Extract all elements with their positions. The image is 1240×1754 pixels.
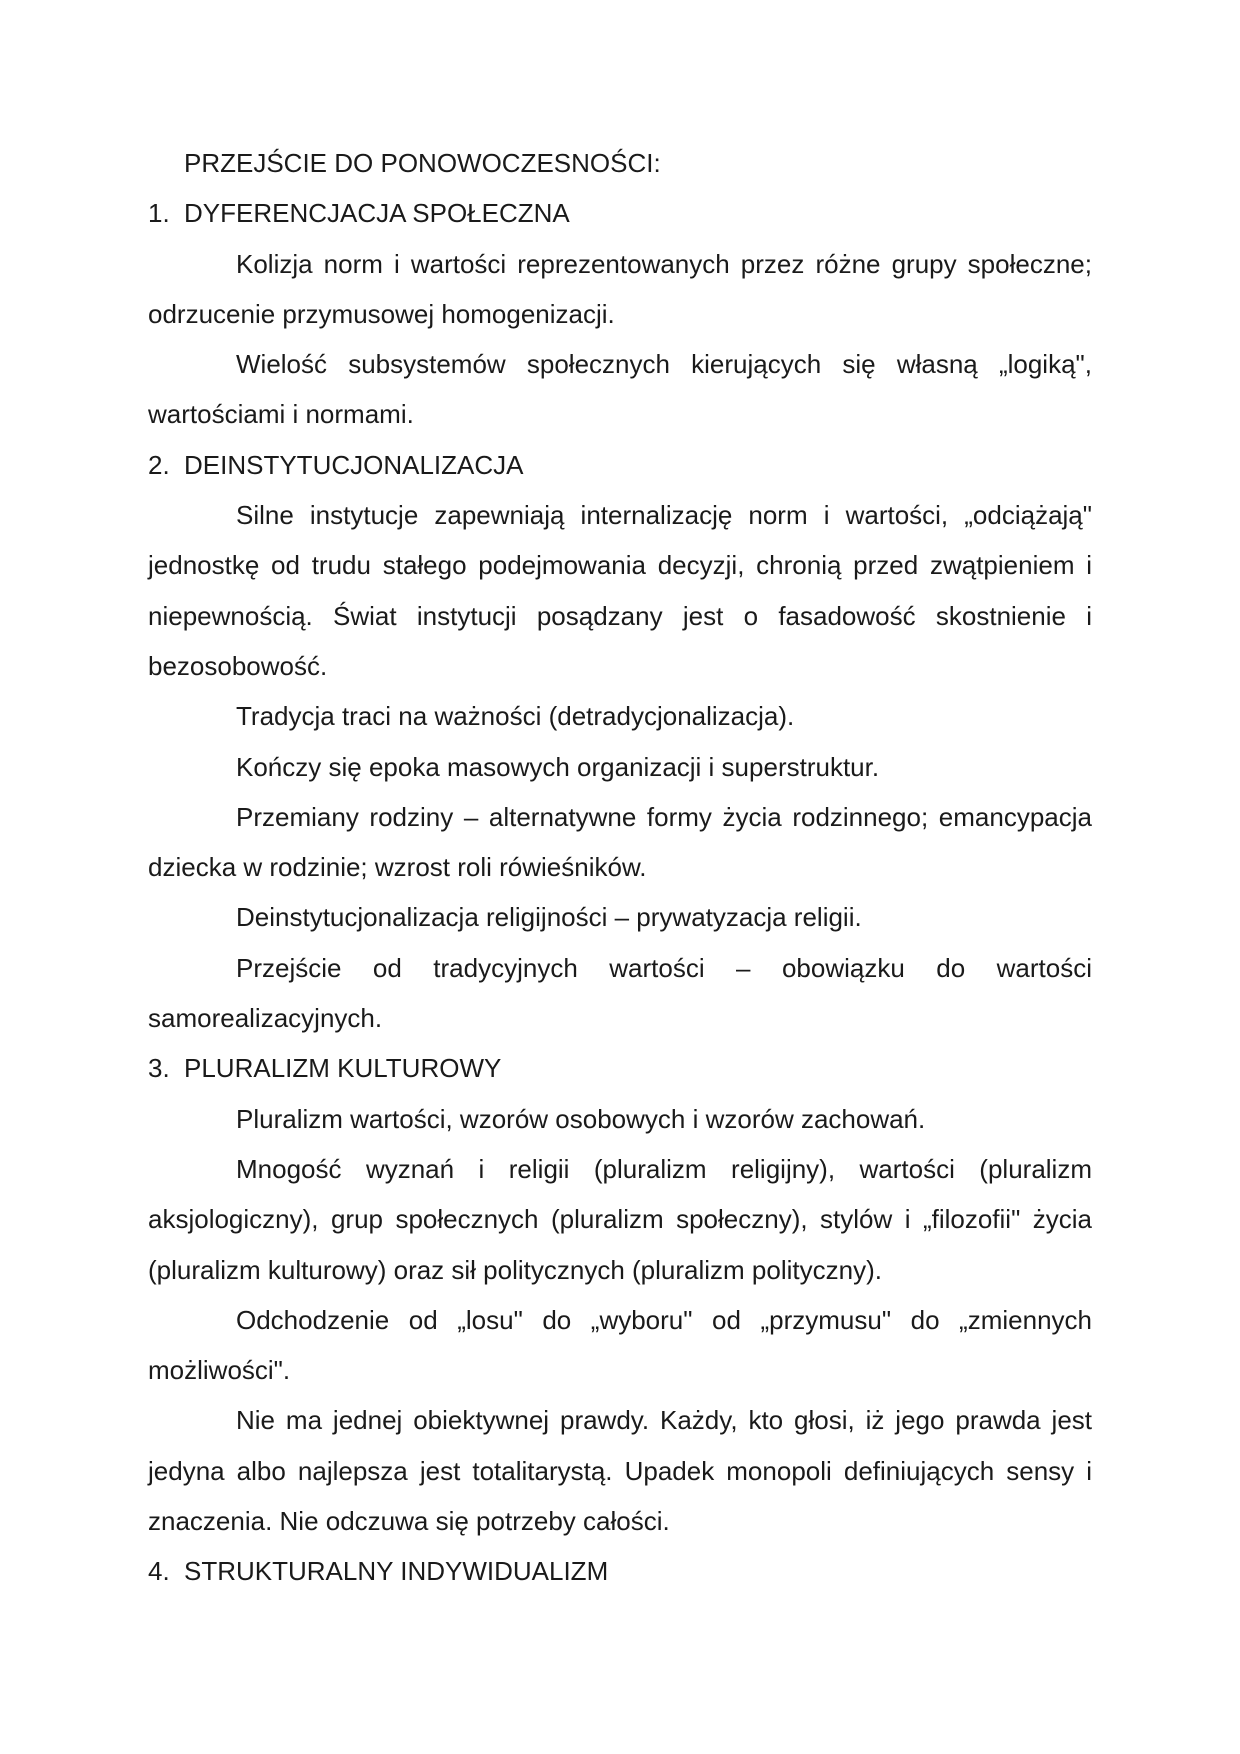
- document-title: PRZEJŚCIE DO PONOWOCZESNOŚCI:: [184, 148, 661, 178]
- paragraph: Pluralizm wartości, wzorów osobowych i wzorów zachowań.: [236, 1103, 926, 1134]
- section-number: 4.: [148, 1556, 170, 1587]
- document-page: [148, 138, 1092, 1597]
- section-heading-text: PLURALIZM KULTUROWY: [184, 1053, 502, 1084]
- section-heading-text: DYFERENCJACJA SPOŁECZNA: [184, 198, 570, 229]
- section-4: [148, 1546, 1092, 1596]
- section-number: 3.: [148, 1053, 170, 1084]
- section-3: [148, 1043, 1092, 1546]
- paragraph: Kolizja norm i wartości reprezentowanych przez różne grupy społeczne; odrzucenie przymusowej homogenizacji.: [148, 248, 1092, 329]
- section-2: [148, 440, 1092, 1044]
- paragraph: Deinstytucjonalizacja religijności – prywatyzacja religii.: [236, 902, 862, 933]
- section-heading-text: DEINSTYTUCJONALIZACJA: [184, 449, 524, 480]
- paragraph: Nie ma jednej obiektywnej prawdy. Każdy, kto głosi, iż jego prawda jest jedyna albo najlepsza jest totalitarystą. Upadek monopoli definiujących sensy i znaczenia. Nie odczuwa się potrzeby całości.: [148, 1405, 1092, 1537]
- paragraph: Kończy się epoka masowych organizacji i superstruktur.: [236, 751, 880, 782]
- section-heading: [148, 1043, 1092, 1093]
- section-heading: [148, 1546, 1092, 1596]
- paragraph: Odchodzenie od „losu" do „wyboru" od „przymusu" do „zmiennych możliwości".: [148, 1304, 1092, 1386]
- paragraph: Tradycja traci na ważności (detradycjonalizacja).: [236, 701, 795, 732]
- paragraph: Przejście od tradycyjnych wartości – obowiązku do wartości samorealizacyjnych.: [148, 952, 1092, 1034]
- section-1: [148, 188, 1092, 439]
- paragraph: Wielość subsystemów społecznych kierujących się własną „logiką", wartościami i normami.: [148, 349, 1092, 430]
- section-heading: [148, 440, 1092, 490]
- paragraph: Mnogość wyznań i religii (pluralizm religijny), wartości (pluralizm aksjologiczny), grup społecznych (pluralizm społeczny), stylów i „filozofii" życia (pluralizm kulturowy) oraz sił politycznych (pluralizm polityczny).: [148, 1153, 1092, 1285]
- section-number: 1.: [148, 198, 170, 229]
- section-number: 2.: [148, 449, 170, 480]
- paragraph: Silne instytucje zapewniają internalizację norm i wartości, „odciążają" jednostkę od trudu stałego podejmowania decyzji, chronią przed zwątpieniem i niepewnością. Świat instytucji posądzany jest o fasadowość skostnienie i bezosobowość.: [148, 500, 1092, 681]
- section-heading: [148, 188, 1092, 238]
- section-heading-text: STRUKTURALNY INDYWIDUALIZM: [184, 1556, 609, 1587]
- paragraph: Przemiany rodziny – alternatywne formy życia rodzinnego; emancypacja dziecka w rodzinie; wzrost roli rówieśników.: [148, 801, 1092, 883]
